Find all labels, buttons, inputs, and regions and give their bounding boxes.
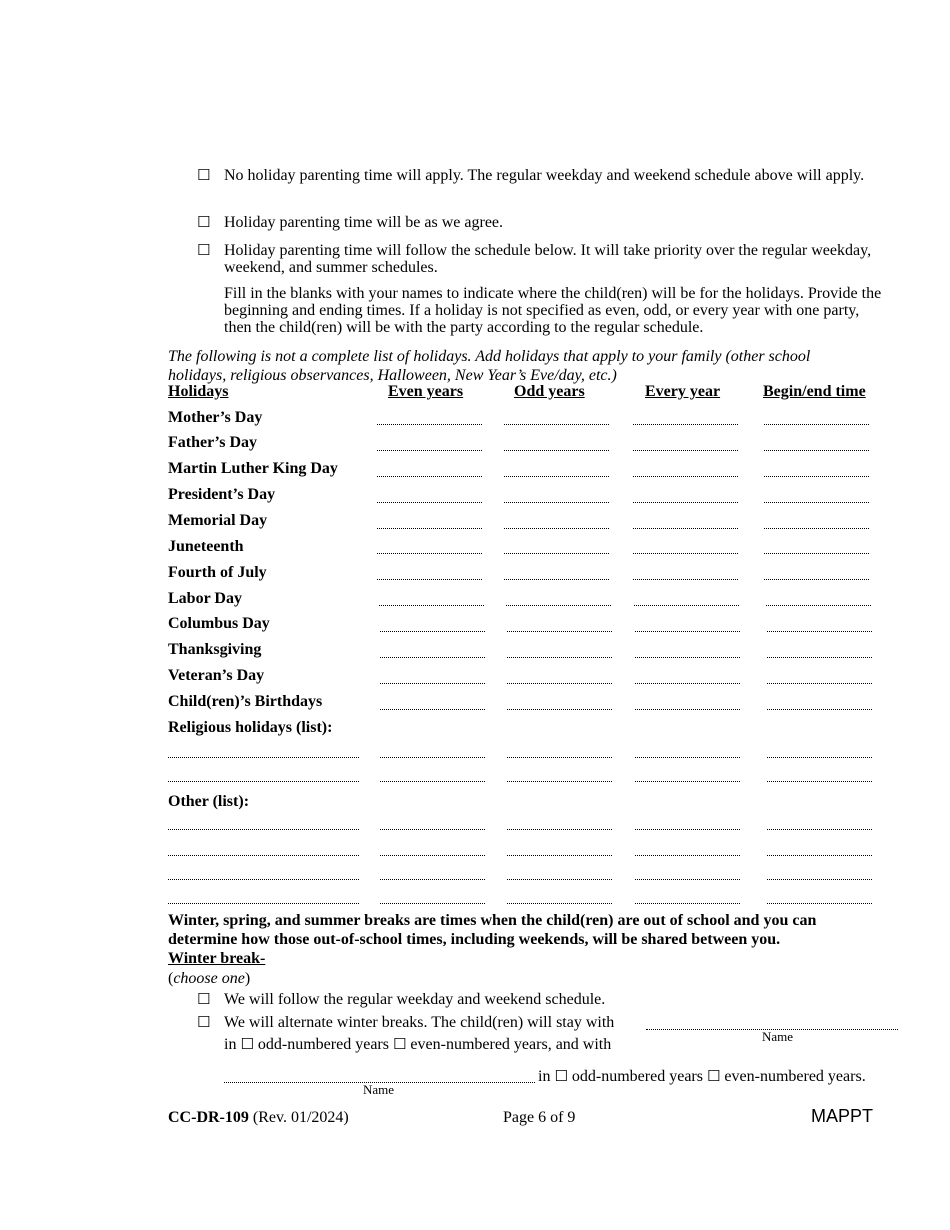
checkbox-follow-schedule[interactable]: ☐ — [197, 241, 211, 259]
checkbox-even-years-2[interactable]: ☐ — [706, 1067, 721, 1085]
odd-years-field[interactable] — [504, 502, 609, 503]
odd-years-field[interactable] — [504, 579, 609, 580]
holiday-label: Columbus Day — [168, 615, 270, 632]
breaks-intro: Winter, spring, and summer breaks are times when the child(ren) are out of school and you can determine how those out-of-school times, including weekends, will be shared between you. — [168, 912, 817, 948]
holiday-label: Juneteenth — [168, 538, 244, 555]
checkbox-odd-years[interactable]: ☐ — [240, 1035, 254, 1053]
form-code: MAPPT — [811, 1106, 874, 1126]
even-years-end-text: even-numbered years. — [724, 1068, 866, 1085]
checkbox-winter-alternate[interactable]: ☐ — [197, 1013, 211, 1031]
even-years-field[interactable] — [377, 476, 482, 477]
odd-years-field[interactable] — [507, 757, 612, 758]
begin-end-time-field[interactable] — [767, 781, 872, 782]
begin-end-time-field[interactable] — [767, 855, 872, 856]
holiday-label: Martin Luther King Day — [168, 460, 338, 477]
even-years-field[interactable] — [377, 528, 482, 529]
even-years-field[interactable] — [377, 450, 482, 451]
name-caption: Name — [363, 1082, 395, 1097]
begin-end-time-field[interactable] — [767, 657, 872, 658]
choose-one-close: ) — [244, 970, 251, 987]
winter-years-line-2 — [538, 1067, 866, 1086]
begin-end-time-field[interactable] — [764, 502, 869, 503]
other-holiday-name-field[interactable] — [168, 829, 359, 830]
begin-end-time-field[interactable] — [764, 450, 869, 451]
begin-end-time-field[interactable] — [764, 424, 869, 425]
religious-holidays-label: Religious holidays (list): — [168, 719, 333, 736]
header-holidays: Holidays — [168, 383, 229, 400]
odd-years-field[interactable] — [507, 657, 612, 658]
checkbox-odd-years-2[interactable]: ☐ — [554, 1067, 568, 1085]
religious-holiday-name-field[interactable] — [168, 757, 359, 758]
begin-end-time-field[interactable] — [764, 528, 869, 529]
every-year-field[interactable] — [635, 683, 740, 684]
even-years-field[interactable] — [380, 879, 485, 880]
even-years-field[interactable] — [377, 553, 482, 554]
odd-years-text: odd-numbered years — [257, 1036, 389, 1053]
every-year-field[interactable] — [635, 903, 740, 904]
begin-end-time-field[interactable] — [766, 605, 871, 606]
even-years-field[interactable] — [377, 579, 482, 580]
odd-years-text: odd-numbered years — [571, 1068, 703, 1085]
holiday-label: President’s Day — [168, 486, 276, 503]
option-follow-schedule-text: Holiday parenting time will follow the schedule below. It will take priority over the regular weekday, weekend, and summer schedules. — [224, 242, 872, 276]
every-year-field[interactable] — [633, 476, 738, 477]
choose-one-open: ( — [168, 970, 174, 987]
even-years-field[interactable] — [377, 502, 482, 503]
every-year-field[interactable] — [635, 829, 740, 830]
begin-end-time-field[interactable] — [767, 631, 872, 632]
footer-form-id — [168, 1109, 349, 1127]
begin-end-time-field[interactable] — [767, 879, 872, 880]
name-caption: Name — [762, 1029, 794, 1044]
holiday-label: Fourth of July — [168, 564, 267, 581]
odd-years-field[interactable] — [507, 829, 612, 830]
odd-years-field[interactable] — [507, 781, 612, 782]
even-years-field[interactable] — [379, 605, 484, 606]
option-as-agree-text: Holiday parenting time will be as we agree. — [224, 214, 504, 231]
odd-years-field[interactable] — [507, 631, 612, 632]
every-year-field[interactable] — [633, 424, 738, 425]
begin-end-time-field[interactable] — [764, 476, 869, 477]
begin-end-time-field[interactable] — [767, 829, 872, 830]
every-year-field[interactable] — [633, 502, 738, 503]
odd-years-field[interactable] — [507, 709, 612, 710]
even-years-field[interactable] — [380, 903, 485, 904]
every-year-field[interactable] — [635, 879, 740, 880]
other-holiday-name-field[interactable] — [168, 855, 359, 856]
begin-end-time-field[interactable] — [767, 757, 872, 758]
odd-years-field[interactable] — [504, 424, 609, 425]
form-revision: (Rev. 01/2024) — [252, 1109, 349, 1126]
every-year-field[interactable] — [633, 579, 738, 580]
even-years-field[interactable] — [380, 657, 485, 658]
begin-end-time-field[interactable] — [764, 553, 869, 554]
other-holidays-label: Other (list): — [168, 793, 250, 810]
holiday-label: Child(ren)’s Birthdays — [168, 693, 323, 710]
holiday-label: Thanksgiving — [168, 641, 262, 658]
choose-one-text: choose one — [173, 970, 245, 987]
even-years-field[interactable] — [380, 829, 485, 830]
even-years-field[interactable] — [377, 424, 482, 425]
even-years-field[interactable] — [380, 855, 485, 856]
odd-years-field[interactable] — [504, 450, 609, 451]
winter-years-line-1 — [224, 1035, 611, 1054]
winter-option-alternate-text: We will alternate winter breaks. The child(ren) will stay with — [224, 1014, 615, 1031]
holiday-label: Veteran’s Day — [168, 667, 265, 684]
every-year-field[interactable] — [635, 855, 740, 856]
holiday-label: Father’s Day — [168, 434, 258, 451]
begin-end-time-field[interactable] — [764, 579, 869, 580]
holiday-label: Mother’s Day — [168, 409, 263, 426]
choose-one-note — [168, 970, 250, 988]
option-no-holiday-text: No holiday parenting time will apply. The regular weekday and weekend schedule above will apply. — [224, 167, 865, 184]
every-year-field[interactable] — [633, 528, 738, 529]
even-years-text: even-numbered years, and with — [410, 1036, 612, 1053]
odd-years-field[interactable] — [504, 528, 609, 529]
even-years-field[interactable] — [380, 709, 485, 710]
even-years-field[interactable] — [380, 683, 485, 684]
every-year-field[interactable] — [633, 553, 738, 554]
odd-years-field[interactable] — [507, 879, 612, 880]
checkbox-winter-regular[interactable]: ☐ — [197, 990, 211, 1008]
odd-years-field[interactable] — [504, 553, 609, 554]
form-number: CC-DR-109 — [168, 1109, 249, 1126]
every-year-field[interactable] — [633, 450, 738, 451]
checkbox-no-holiday[interactable]: ☐ — [197, 166, 211, 184]
fill-instructions: Fill in the blanks with your names to indicate where the child(ren) will be for the holidays. Provide the beginning and ending times. If a holiday is not specified as even, odd, or every year with one party, then the child(ren) will be with the party according to the regular schedule. — [224, 285, 882, 336]
not-complete-note: The following is not a complete list of holidays. Add holidays that apply to your family (other school holidays, religious observances, Halloween, New Year’s Eve/day, etc.) — [168, 348, 811, 384]
checkbox-as-agree[interactable]: ☐ — [197, 213, 211, 231]
in-text: in — [538, 1068, 551, 1085]
every-year-field[interactable] — [634, 605, 739, 606]
winter-option-regular-text: We will follow the regular weekday and weekend schedule. — [224, 991, 606, 1008]
begin-end-time-field[interactable] — [767, 709, 872, 710]
header-odd-years: Odd years — [514, 383, 585, 400]
every-year-field[interactable] — [635, 657, 740, 658]
in-text: in — [224, 1036, 237, 1053]
other-holiday-name-field[interactable] — [168, 879, 359, 880]
odd-years-field[interactable] — [506, 605, 611, 606]
header-even-years: Even years — [388, 383, 464, 400]
every-year-field[interactable] — [635, 631, 740, 632]
odd-years-field[interactable] — [504, 476, 609, 477]
odd-years-field[interactable] — [507, 683, 612, 684]
holiday-label: Labor Day — [168, 590, 242, 607]
holiday-label: Memorial Day — [168, 512, 268, 529]
checkbox-even-years[interactable]: ☐ — [392, 1035, 407, 1053]
religious-holiday-name-field[interactable] — [168, 781, 359, 782]
even-years-field[interactable] — [380, 757, 485, 758]
every-year-field[interactable] — [635, 781, 740, 782]
begin-end-time-field[interactable] — [767, 903, 872, 904]
even-years-field[interactable] — [380, 631, 485, 632]
header-begin-end-time: Begin/end time — [763, 383, 866, 400]
other-holiday-name-field[interactable] — [168, 903, 359, 904]
odd-years-field[interactable] — [507, 903, 612, 904]
even-years-field[interactable] — [380, 781, 485, 782]
every-year-field[interactable] — [635, 709, 740, 710]
every-year-field[interactable] — [635, 757, 740, 758]
begin-end-time-field[interactable] — [767, 683, 872, 684]
page-number: Page 6 of 9 — [503, 1109, 576, 1126]
header-every-year: Every year — [645, 383, 721, 400]
winter-break-title: Winter break- — [168, 950, 266, 967]
odd-years-field[interactable] — [507, 855, 612, 856]
